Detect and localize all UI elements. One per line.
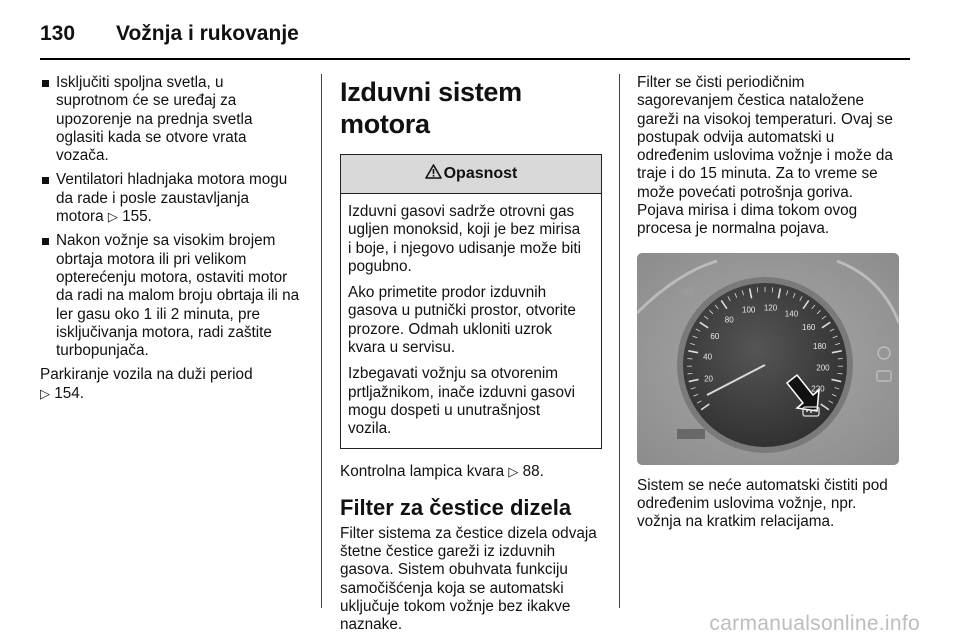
text-line: Filter sistema za čestice dizela odvaja bbox=[340, 524, 597, 542]
text-line: Izbegavati vožnju sa otvorenim bbox=[348, 365, 559, 383]
text-line: vožnja na kratkim relacijama. bbox=[637, 513, 835, 531]
text-line: pogubno. bbox=[348, 257, 412, 275]
odometer-display bbox=[677, 429, 705, 439]
text-line: opterećenju motora, ostaviti motor bbox=[56, 268, 288, 286]
gauge-label: 120 bbox=[763, 302, 778, 312]
text-line: upozorenje na prednja svetla bbox=[56, 110, 253, 128]
text-line: Sistem se neće automatski čistiti pod bbox=[637, 476, 888, 494]
text-line: postupak odvija automatski u bbox=[637, 128, 835, 146]
warning-box bbox=[340, 154, 602, 449]
gauge-label: 140 bbox=[784, 309, 799, 319]
text-line: Isključiti spoljna svetla, u bbox=[56, 74, 224, 91]
speedometer-svg bbox=[637, 253, 899, 465]
warning-header bbox=[341, 155, 601, 194]
text-line: mogu dospeti u unutrašnjost bbox=[348, 401, 541, 419]
filter-paragraph bbox=[340, 525, 604, 635]
text-line: vozila. bbox=[348, 420, 392, 438]
gauge-label: 200 bbox=[816, 363, 830, 373]
column-left bbox=[40, 74, 306, 403]
text-line: Filter se čisti periodičnim bbox=[637, 74, 805, 91]
text-line: turbopunjača. bbox=[56, 342, 149, 360]
text-line: traje i do 15 minuta. Za to vreme se bbox=[637, 165, 878, 183]
text-line: Ako primetite prodor izduvnih bbox=[348, 284, 547, 302]
page-reference[interactable]: 154. bbox=[54, 384, 85, 402]
gauge-label: 220 bbox=[811, 384, 825, 394]
text-line: gareži na visokoj temperaturi. Ovaj se bbox=[637, 110, 893, 128]
page-reference[interactable]: 155. bbox=[122, 208, 152, 226]
text-line: prozore. Odmah ukloniti uzrok bbox=[348, 320, 553, 338]
bullet-item bbox=[40, 232, 306, 360]
text-line: vozača. bbox=[56, 147, 109, 165]
warning-triangle-icon bbox=[425, 164, 442, 184]
text-line: isključivanja motora, radi zaštite bbox=[56, 323, 272, 341]
section-title: Izduvni sistem motora bbox=[340, 77, 522, 139]
gauge-label: 180 bbox=[813, 341, 827, 351]
text-line: oglasiti kada se otvore vrata bbox=[56, 128, 247, 146]
text-line: gasova. Sistem obuhvata funkciju bbox=[340, 561, 568, 579]
page-number: 130 bbox=[40, 22, 76, 45]
page-reference[interactable]: 88. bbox=[522, 462, 544, 480]
column-right bbox=[637, 74, 903, 532]
text-line: Ventilatori hladnjaka motora mogu bbox=[56, 171, 288, 189]
gauge-label: 160 bbox=[802, 322, 816, 332]
warning-paragraph bbox=[348, 284, 594, 357]
dashboard-illustration bbox=[637, 253, 899, 465]
warning-paragraph bbox=[348, 365, 594, 438]
bullet-list bbox=[40, 74, 306, 360]
gauge-label: 100 bbox=[742, 305, 756, 315]
gauge-label: 40 bbox=[703, 352, 713, 362]
warning-body bbox=[341, 194, 601, 448]
text-line: gasova u putnički prostor, otvorite bbox=[348, 302, 576, 320]
text-line: prtljažnikom, inače izduvni gasovi bbox=[348, 383, 576, 401]
text-line: sagorevanjem čestica nataložene bbox=[637, 92, 865, 110]
warning-title: Opasnost bbox=[443, 164, 518, 182]
text-line: obrtaja motora ili pri velikom bbox=[56, 250, 247, 268]
text-line: može povećati potrošnja goriva. bbox=[637, 183, 853, 201]
text-line: određenim uslovima vožnje, npr. bbox=[637, 494, 857, 512]
text-line: ler gasu oko 1 ili 2 minuta, pre bbox=[56, 305, 261, 323]
text-line: štetne čestice gareži iz izduvnih bbox=[340, 543, 556, 561]
text-line: ugljen monoksid, koji je bez mirisa bbox=[348, 221, 581, 239]
reference-arrow-icon: ▷ bbox=[40, 385, 50, 401]
text-line: Izduvni gasovi sadrže otrovni gas bbox=[348, 203, 575, 220]
limitation-paragraph bbox=[637, 477, 903, 532]
gauge-tick bbox=[838, 373, 843, 374]
text-line: Nakon vožnje sa visokim brojem bbox=[56, 232, 276, 250]
text-line: i boje, i njegovo udisanje može biti bbox=[348, 239, 581, 257]
column-divider-1 bbox=[321, 74, 322, 608]
watermark: carmanualsonline.info bbox=[709, 612, 920, 635]
text-line: procesa je normalna pojava. bbox=[637, 220, 830, 238]
gauge-label: 20 bbox=[704, 373, 713, 383]
text-line: samočišćenja koja se automatski bbox=[340, 579, 564, 597]
text-line: uključuje tokom vožnje bez ikakve bbox=[340, 598, 571, 616]
gauge-label: 60 bbox=[710, 331, 720, 341]
reference-arrow-icon: ▷ bbox=[107, 209, 118, 225]
gauge-label: 80 bbox=[724, 314, 734, 324]
parking-paragraph bbox=[40, 366, 306, 403]
reference-arrow-icon: ▷ bbox=[508, 463, 519, 479]
text-line: kvara u servisu. bbox=[348, 339, 456, 357]
column-divider-2 bbox=[619, 74, 620, 608]
column-middle bbox=[340, 74, 604, 635]
text-line: motora bbox=[56, 208, 104, 226]
text-line: da radi na malom broju obrtaja ili na bbox=[56, 287, 300, 305]
text-line: suprotnom će se uređaj za bbox=[56, 92, 237, 110]
header-title: Vožnja i rukovanje bbox=[116, 22, 299, 45]
bullet-item bbox=[40, 74, 306, 165]
indicator-reference bbox=[340, 463, 604, 481]
subsection-title: Filter za čestice dizela bbox=[340, 494, 572, 520]
warning-paragraph bbox=[348, 203, 594, 276]
text-line: naznake. bbox=[340, 616, 403, 634]
text-line: Parkiranje vozila na duži period bbox=[40, 366, 253, 384]
cleaning-paragraph bbox=[637, 74, 903, 239]
gauge-tick bbox=[688, 373, 693, 374]
text-line: određenim uslovima vožnje i može da bbox=[637, 147, 893, 165]
text-line: Pojava mirisa i dima tokom ovog bbox=[637, 202, 858, 220]
header-rule bbox=[40, 58, 910, 60]
text-line: da rade i posle zaustavljanja bbox=[56, 189, 250, 207]
bullet-item bbox=[40, 171, 306, 226]
text-line: Kontrolna lampica kvara bbox=[340, 462, 505, 480]
